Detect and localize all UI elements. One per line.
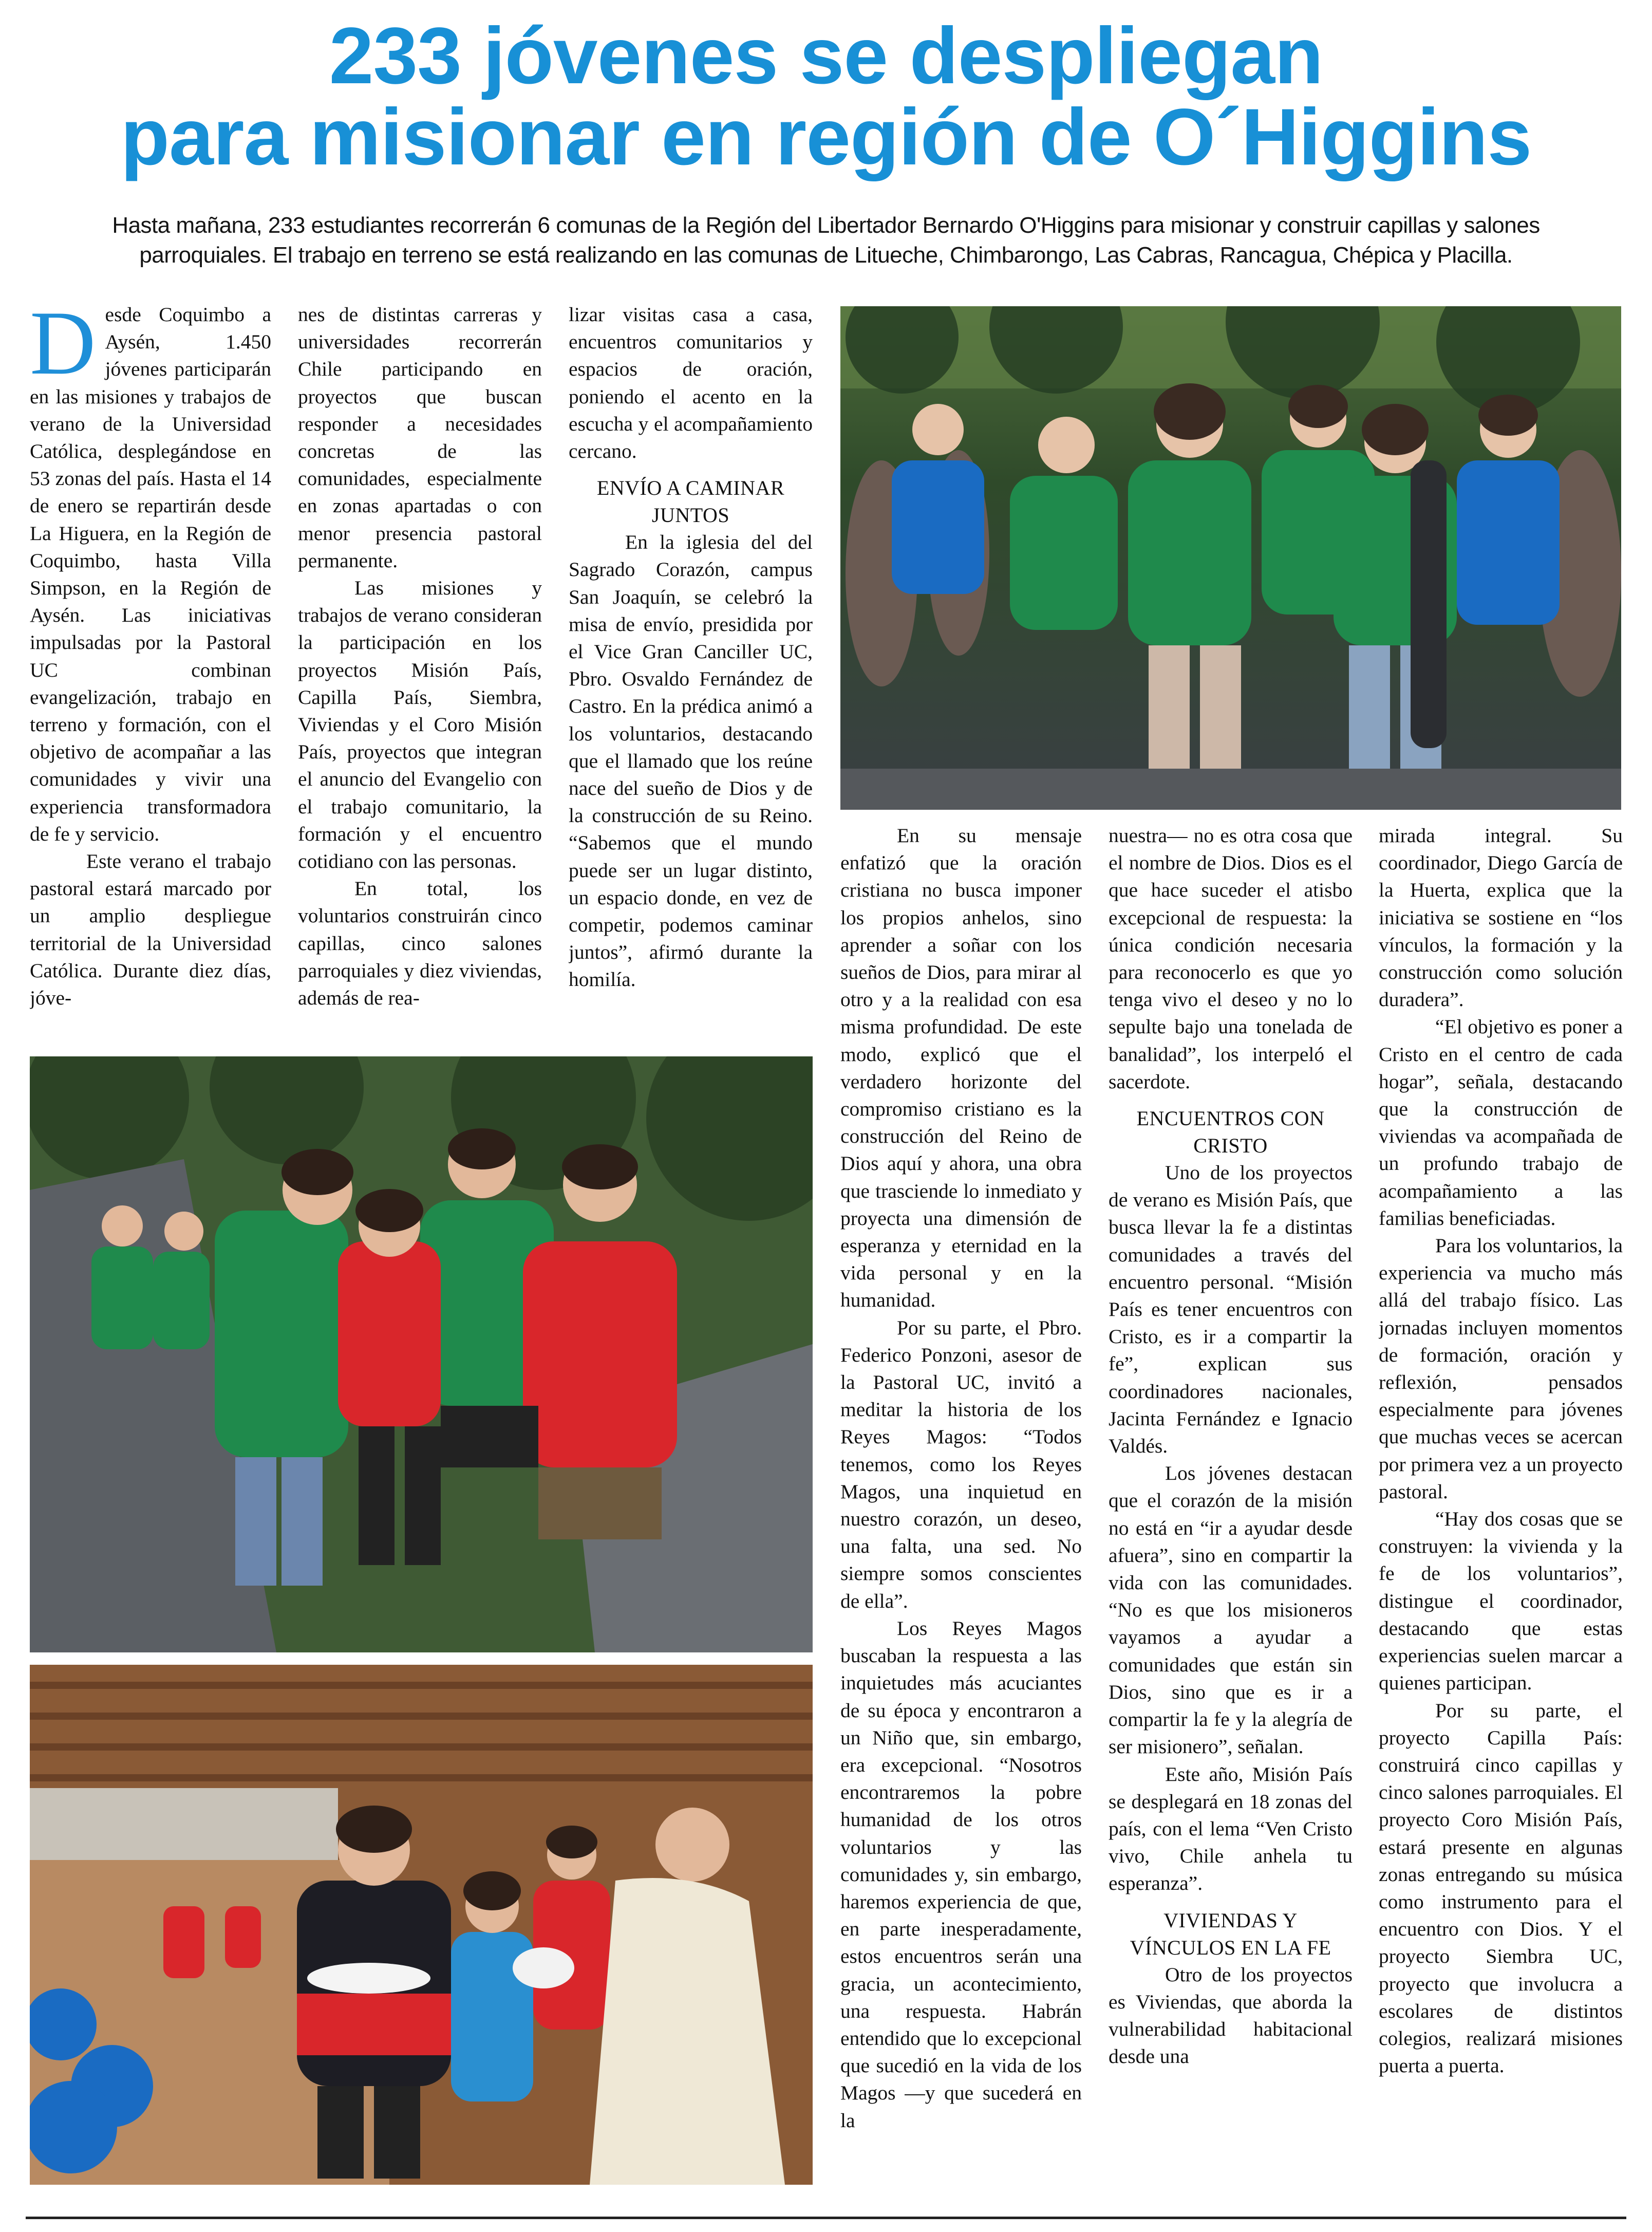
- photo-blessing-church: [30, 1665, 813, 2185]
- drop-cap: D: [30, 301, 96, 394]
- article-column-4: [840, 822, 1082, 2199]
- article-column-1: [30, 301, 271, 1046]
- article-column-6: [1379, 822, 1623, 2199]
- headline-line-2: para misionar en región de O´Higgins: [120, 92, 1532, 182]
- paragraph: lizar visitas casa a casa, encuentros comunitarios y espacios de oración, poniendo el acento en la escucha y el acompañamiento cercano.: [569, 303, 813, 463]
- section-heading: VIVIENDAS Y VÍNCULOS EN LA FE: [1130, 1908, 1331, 1959]
- paragraph: “El objetivo es poner a Cristo en el centro de cada hogar”, señala, destacando que la construcción de viviendas va acompañada de un profundo trabajo de acompañamiento a las familias beneficiadas.: [1379, 1015, 1623, 1230]
- headline-line-1: 233 jóvenes se despliegan: [329, 11, 1323, 101]
- paragraph: En su mensaje enfatizó que la oración cristiana no busca imponer los propios anhelos, sino aprender a soñar con los sueños de Dios, para mirar al otro y a la realidad con esa misma profundidad. De este modo, explicó que el verdadero horizonte del compromiso cristiano es la construcción del Reino de Dios aquí y ahora, una obra que trasciende lo inmediato y proyecta una dimensión de esperanza y eternidad en la vida personal y en la humanidad.: [840, 824, 1082, 1312]
- paragraph: Los jóvenes destacan que el corazón de la misión no está en “ir a ayudar desde afuera”, sino en compartir la vida con las comunidades. “No es que los misioneros vayamos a ayudar a comunidades que están sin Dios, sino que es ir a compartir la fe y la alegría de ser misionero”, señalan.: [1109, 1462, 1353, 1758]
- paragraph: nes de distintas carreras y universidades recorrerán Chile participando en proyectos que buscan responder a necesidades concretas de las comunidades, especialmente en zonas apartadas o con menor presencia pastoral permanente.: [298, 303, 542, 572]
- paragraph: Las misiones y trabajos de verano consideran la participación en los proyectos Misión País, Capilla País, Siembra, Viviendas y el Coro Misión País, proyectos que integran el anuncio del Evangelio con el trabajo comunitario, la formación y el encuentro cotidiano con las personas.: [298, 576, 542, 873]
- section-heading: ENCUENTROS CON CRISTO: [1136, 1107, 1325, 1158]
- article-column-5: [1109, 822, 1353, 2199]
- photo-students-walking: [840, 306, 1621, 810]
- paragraph: mirada integral. Su coordinador, Diego García de la Huerta, explica que la iniciativa se sostiene en “los vínculos, la formación y la construcción como solución duradera”.: [1379, 824, 1623, 1011]
- section-heading: ENVÍO A CAMINAR JUNTOS: [596, 476, 785, 527]
- article-column-3: [569, 301, 813, 1046]
- headline: [41, 11, 1611, 182]
- paragraph: En total, los voluntarios construirán cinco capillas, cinco salones parroquiales y diez viviendas, además de rea-: [298, 877, 542, 1010]
- paragraph: Uno de los proyectos de verano es Misión País, que busca llevar la fe a distintas comunidades a través del encuentro personal. “Misión País es tener encuentros con Cristo, es ir a compartir la fe”, explican sus coordinadores nacionales, Jacinta Fernández e Ignacio Valdés.: [1109, 1161, 1353, 1458]
- article-column-2: [298, 301, 542, 1046]
- paragraph: Este año, Misión País se desplegará en 18 zonas del país, con el lema “Ven Cristo vivo, Chile anhela tu esperanza”.: [1109, 1762, 1353, 1895]
- paragraph: Por su parte, el Pbro. Federico Ponzoni, asesor de la Pastoral UC, invitó a meditar la historia de los Reyes Magos: “Todos tenemos, como los Reyes Magos, una inquietud en nuestro corazón, un deseo, una falta, una sed. No siempre somos conscientes de ella”.: [840, 1316, 1082, 1612]
- paragraph: Para los voluntarios, la experiencia va mucho más allá del trabajo físico. Las jornadas incluyen momentos de formación, oración y reflexión, pensados especialmente para jóvenes que muchas veces se acercan por primera vez a un proyecto pastoral.: [1379, 1234, 1623, 1503]
- paragraph: Por su parte, el proyecto Capilla País: construirá cinco capillas y cinco salones parroquiales. El proyecto Coro Misión País, estará presente en algunas zonas entregando su música como instrumento para el encuentro con Dios. Y el proyecto Siembra UC, proyecto que involucra a escolares de distintos colegios, realizará misiones puerta a puerta.: [1379, 1699, 1623, 2077]
- photo-group-posing: [30, 1056, 813, 1652]
- paragraph: “Hay dos cosas que se construyen: la vivienda y la fe de los voluntarios”, distingue el coordinador, destacando que estas experiencias suelen marcar a quienes participan.: [1379, 1508, 1623, 1695]
- paragraph: nuestra— no es otra cosa que el nombre de Dios. Dios es el que hace suceder el atisbo excepcional de respuesta: la única condición necesaria para reconocerlo es que yo tenga vivo el deseo y no lo sepulte bajo una tonelada de banalidad”, los interpeló el sacerdote.: [1109, 824, 1353, 1093]
- paragraph: Otro de los proyectos es Viviendas, que aborda la vulnerabilidad habitacional desde una: [1109, 1963, 1353, 2068]
- paragraph: Los Reyes Magos buscaban la respuesta a las inquietudes más acuciantes de su época y encontraron a un Niño que, sin embargo, era excepcional. “Nosotros encontraremos la pobre humanidad de los otros voluntarios y las comunidades y, sin embargo, haremos experiencia de que, en parte inesperadamente, estos encuentros serán una gracia, un acontecimiento, una respuesta. Habrán entendido que lo excepcional que sucedió en la vida de los Magos —y que sucederá en la: [840, 1616, 1082, 2132]
- paragraph: esde Coquimbo a Aysén, 1.450 jóvenes participarán en las misiones y trabajos de verano de la Universidad Católica, desplegándose en 53 zonas del país. Hasta el 14 de enero se repartirán desde La Higuera, en la Región de Coquimbo, hasta Villa Simpson, en la Región de Aysén. Las iniciativas impulsadas por la Pastoral UC combinan evangelización, trabajo en terreno y formación, con el objetivo de acompañar a las comunidades y vivir una experiencia transformadora de fe y servicio.: [30, 303, 271, 845]
- paragraph: En la iglesia del del Sagrado Corazón, campus San Joaquín, se celebró la misa de envío, presidida por el Vice Gran Canciller UC, Pbro. Osvaldo Fernández de Castro. En la prédica animó a los voluntarios, destacando que el llamado que los reúne nace del sueño de Dios y de la construcción de su Reino. “Sabemos que el mundo puede ser un lugar distinto, un espacio donde, en vez de competir, podemos caminar juntos”, afirmó durante la homilía.: [569, 531, 813, 991]
- lead-paragraph: Hasta mañana, 233 estudiantes recorrerán 6 comunas de la Región del Libertador Bernardo O'Higgins para misionar y construir capillas y salones parroquiales. El trabajo en terreno se está realizando en las comunas de Litueche, Chimbarongo, Las Cabras, Rancagua, Chépica y Placilla.: [112, 213, 1540, 268]
- bottom-rule: [26, 2217, 1626, 2219]
- paragraph: Este verano el trabajo pastoral estará marcado por un amplio despliegue territorial de la Universidad Católica. Durante diez días, jóve-: [30, 850, 271, 1010]
